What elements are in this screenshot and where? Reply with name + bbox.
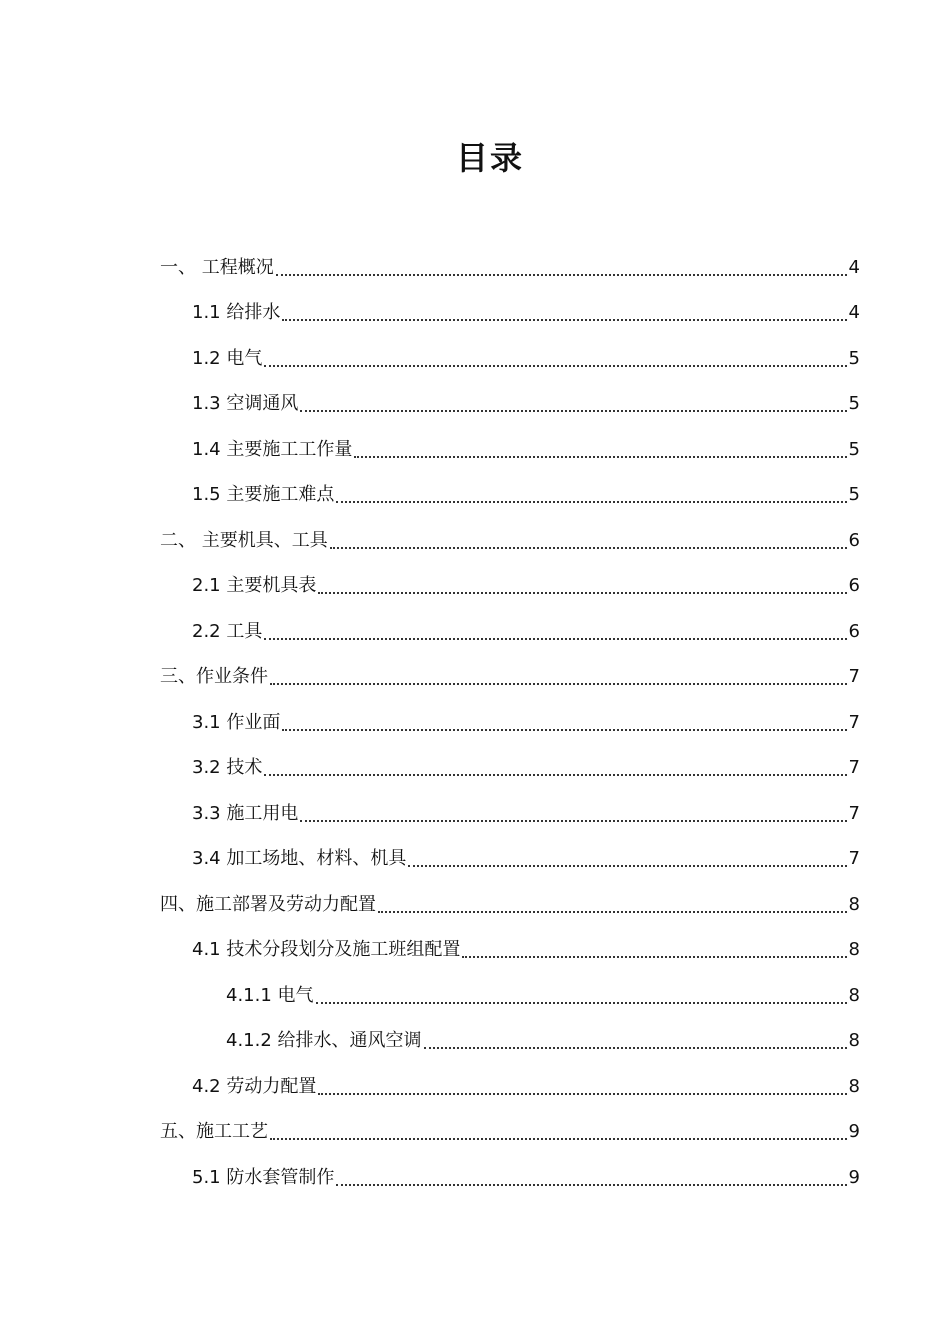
toc-entry[interactable] bbox=[160, 928, 860, 974]
toc-entry-page: 5 bbox=[848, 438, 860, 460]
toc-entry[interactable] bbox=[160, 1155, 860, 1201]
toc-entry-page: 6 bbox=[848, 575, 860, 597]
toc-entry[interactable] bbox=[160, 473, 860, 519]
dot-leader bbox=[378, 911, 847, 913]
toc-entry-page: 8 bbox=[848, 1030, 860, 1052]
toc-entry-label: 三、作业条件 bbox=[160, 666, 268, 688]
toc-entry[interactable] bbox=[160, 291, 860, 337]
dot-leader bbox=[300, 410, 846, 412]
toc-entry[interactable] bbox=[160, 700, 860, 746]
toc-entry-page: 7 bbox=[848, 802, 860, 824]
toc-entry-label: 1.5 主要施工难点 bbox=[192, 484, 335, 506]
toc-entry-label: 1.1 给排水 bbox=[192, 302, 281, 324]
toc-entry-page: 5 bbox=[848, 484, 860, 506]
toc-entry[interactable] bbox=[160, 564, 860, 610]
toc-entry[interactable] bbox=[160, 837, 860, 883]
dot-leader bbox=[336, 501, 846, 503]
dot-leader bbox=[318, 592, 846, 594]
toc-entry-label: 二、 主要机具、工具 bbox=[160, 529, 328, 551]
dot-leader bbox=[270, 1138, 847, 1140]
toc-entry[interactable] bbox=[160, 655, 860, 701]
dot-leader bbox=[276, 274, 847, 276]
toc-entry-label: 4.1.1 电气 bbox=[226, 984, 314, 1006]
toc-entry-label: 1.2 电气 bbox=[192, 347, 263, 369]
toc-entry[interactable] bbox=[160, 1110, 860, 1156]
toc-entry-label: 4.2 劳动力配置 bbox=[192, 1075, 317, 1097]
toc-entry-page: 4 bbox=[848, 256, 860, 278]
dot-leader bbox=[316, 1002, 847, 1004]
toc-entry[interactable] bbox=[160, 1064, 860, 1110]
toc-list bbox=[160, 245, 860, 1201]
toc-entry-page: 5 bbox=[848, 347, 860, 369]
toc-entry-label: 四、施工部署及劳动力配置 bbox=[160, 893, 376, 915]
toc-entry-label: 3.4 加工场地、材料、机具 bbox=[192, 848, 407, 870]
toc-entry-page: 7 bbox=[848, 666, 860, 688]
toc-entry-label: 3.3 施工用电 bbox=[192, 802, 299, 824]
dot-leader bbox=[264, 638, 846, 640]
toc-entry-page: 8 bbox=[848, 939, 860, 961]
toc-entry-label: 2.2 工具 bbox=[192, 620, 263, 642]
toc-entry-label: 1.3 空调通风 bbox=[192, 393, 299, 415]
toc-entry-page: 7 bbox=[848, 757, 860, 779]
toc-entry-label: 4.1 技术分段划分及施工班组配置 bbox=[192, 939, 461, 961]
toc-entry[interactable] bbox=[160, 427, 860, 473]
toc-entry[interactable] bbox=[160, 245, 860, 291]
toc-entry-page: 8 bbox=[848, 984, 860, 1006]
toc-entry[interactable] bbox=[160, 382, 860, 428]
dot-leader bbox=[264, 774, 846, 776]
toc-entry-label: 五、施工工艺 bbox=[160, 1121, 268, 1143]
dot-leader bbox=[408, 865, 846, 867]
toc-entry-label: 一、 工程概况 bbox=[160, 256, 274, 278]
toc-entry[interactable] bbox=[160, 336, 860, 382]
toc-entry-page: 4 bbox=[848, 302, 860, 324]
dot-leader bbox=[282, 729, 846, 731]
toc-entry-label: 2.1 主要机具表 bbox=[192, 575, 317, 597]
toc-entry-page: 9 bbox=[848, 1166, 860, 1188]
toc-entry[interactable] bbox=[160, 973, 860, 1019]
toc-entry-label: 5.1 防水套管制作 bbox=[192, 1166, 335, 1188]
toc-entry-page: 6 bbox=[848, 620, 860, 642]
toc-entry-page: 9 bbox=[848, 1121, 860, 1143]
dot-leader bbox=[282, 319, 846, 321]
toc-entry[interactable] bbox=[160, 791, 860, 837]
toc-entry[interactable] bbox=[160, 518, 860, 564]
dot-leader bbox=[330, 547, 847, 549]
dot-leader bbox=[264, 365, 846, 367]
toc-entry-page: 8 bbox=[848, 1075, 860, 1097]
dot-leader bbox=[462, 956, 846, 958]
toc-entry-page: 7 bbox=[848, 711, 860, 733]
toc-entry-page: 7 bbox=[848, 848, 860, 870]
dot-leader bbox=[300, 820, 846, 822]
dot-leader bbox=[318, 1093, 846, 1095]
toc-entry-page: 8 bbox=[848, 893, 860, 915]
toc-entry[interactable] bbox=[160, 609, 860, 655]
toc-entry[interactable] bbox=[160, 882, 860, 928]
toc-entry-label: 4.1.2 给排水、通风空调 bbox=[226, 1030, 422, 1052]
toc-entry-page: 6 bbox=[848, 529, 860, 551]
toc-entry-page: 5 bbox=[848, 393, 860, 415]
dot-leader bbox=[270, 683, 847, 685]
toc-title: 目录 bbox=[455, 139, 524, 177]
dot-leader bbox=[424, 1047, 847, 1049]
toc-entry-label: 3.2 技术 bbox=[192, 757, 263, 779]
toc-entry[interactable] bbox=[160, 1019, 860, 1065]
dot-leader bbox=[354, 456, 846, 458]
toc-entry[interactable] bbox=[160, 746, 860, 792]
dot-leader bbox=[336, 1184, 846, 1186]
toc-entry-label: 1.4 主要施工工作量 bbox=[192, 438, 353, 460]
toc-entry-label: 3.1 作业面 bbox=[192, 711, 281, 733]
